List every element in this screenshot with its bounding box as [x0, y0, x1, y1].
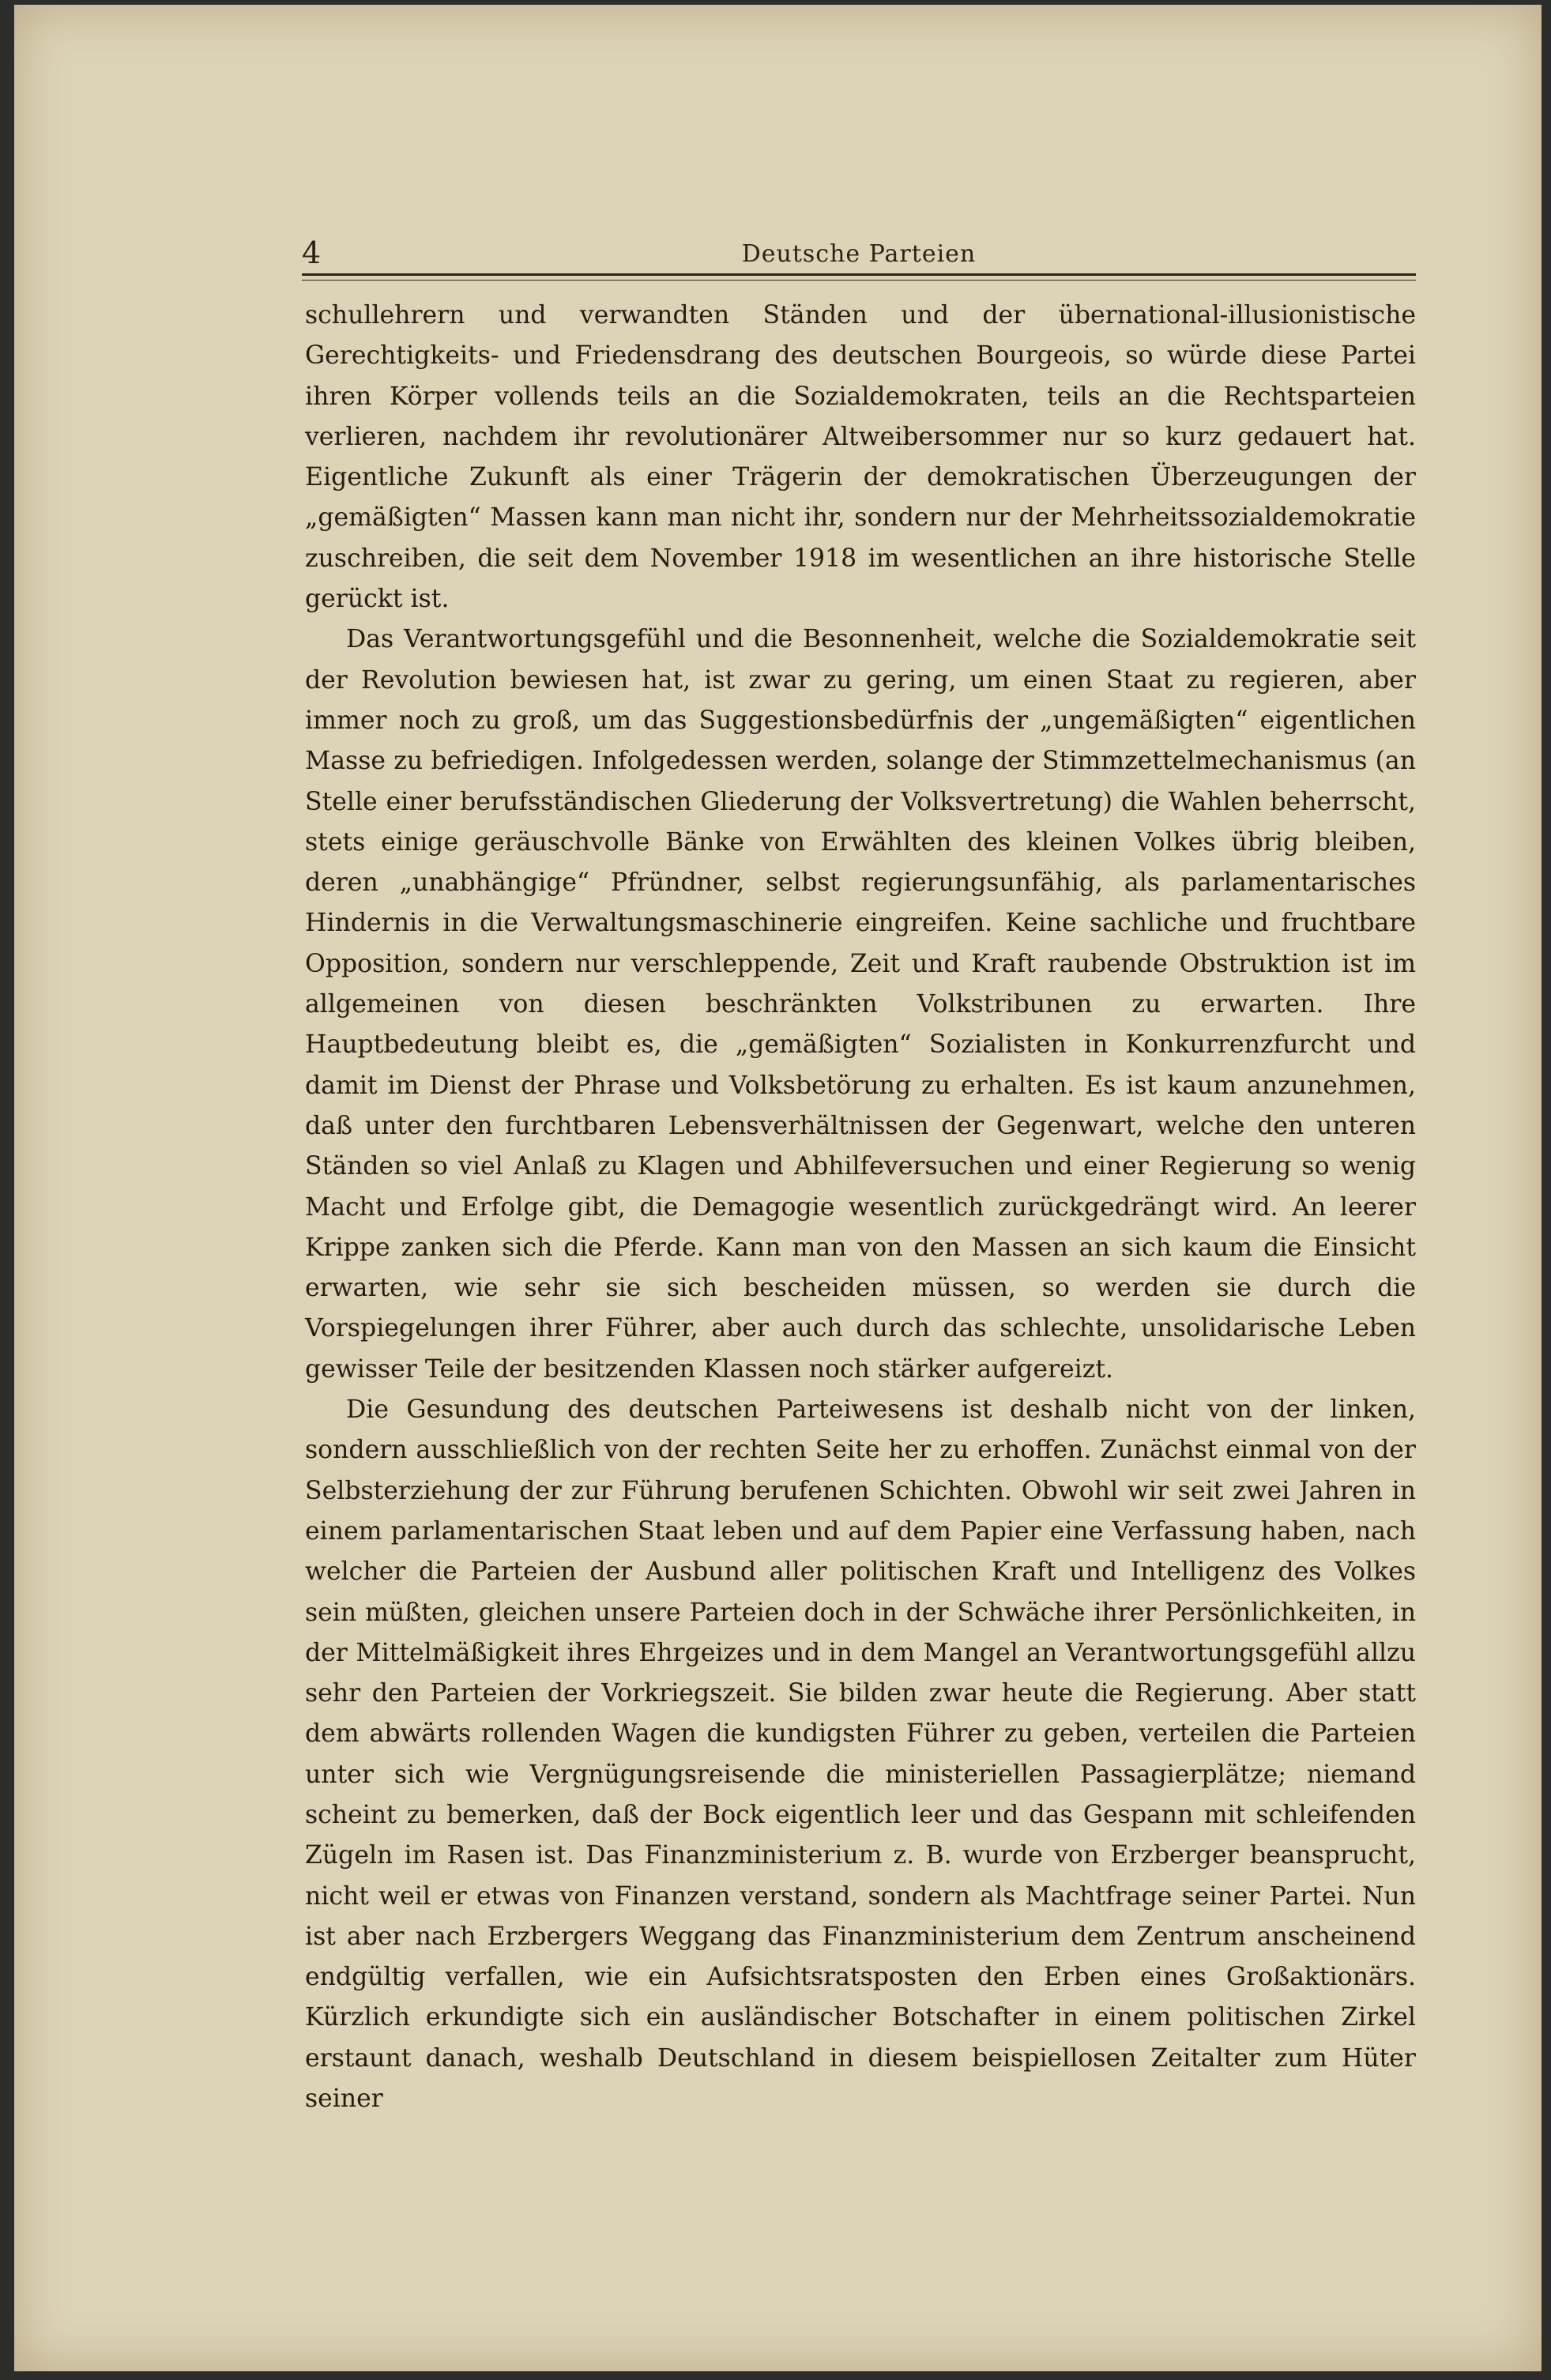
paragraph-1: schullehrern und verwandten Ständen und der übernational-illusionistische Gerechtigkeits- und Friedensdrang des deutschen Bourgeois, so würde diese Partei ihren Körper vollends teils an die Sozialdemokraten, teils an die Rechtsparteien verlieren, nachdem ihr revolutionärer Altweibersommer nur so kurz gedauert hat. Eigentliche Zukunft als einer Trägerin der demokratischen Überzeugungen der „gemäßigten“ Massen kann man nicht ihr, sondern nur der Mehrheitssozialdemokratie zuschreiben, die seit dem November 1918 im wesentlichen an ihre historische Stelle gerückt ist. [305, 301, 1416, 614]
header-rule [302, 273, 1416, 276]
page-header [302, 235, 1416, 270]
running-title: Deutsche Parteien [741, 240, 977, 268]
paragraph-3: Die Gesundung des deutschen Parteiwesens ist deshalb nicht von der linken, sondern ausschließlich von der rechten Seite her zu erhoffen. Zunächst einmal von der Selbsterziehung der zur Führung berufenen Schichten. Obwohl wir seit zwei Jahren in einem parlamentarischen Staat leben und auf dem Papier eine Verfassung haben, nach welcher die Parteien der Ausbund aller politischen Kraft und Intelligenz des Volkes sein müßten, gleichen unsere Parteien doch in der Schwäche ihrer Persönlichkeiten, in der Mittelmäßigkeit ihres Ehrgeizes und in dem Mangel an Verantwortungsgefühl allzu sehr den Parteien der Vorkriegszeit. Sie bilden zwar heute die Regierung. Aber statt dem abwärts rollenden Wagen die kundigsten Führer zu geben, verteilen die Parteien unter sich wie Vergnügungsreisende die ministeriellen Passagierplätze; niemand scheint zu bemerken, daß der Bock eigentlich leer und das Gespann mit schleifenden Zügeln im Rasen ist. Das Finanzministerium z. B. wurde von Erzberger beansprucht, nicht weil er etwas von Finanzen verstand, sondern als Machtfrage seiner Partei. Nun ist aber nach Erzbergers Weggang das Finanzministerium dem Zentrum anscheinend endgültig verfallen, wie ein Aufsichtsratsposten den Erben eines Großaktionärs. Kürzlich erkundigte sich ein ausländischer Botschafter in einem politischen Zirkel erstaunt danach, weshalb Deutschland in diesem beispiellosen Zeitalter zum Hüter seiner [305, 1395, 1416, 2114]
page-number: 4 [302, 235, 322, 270]
paragraph-2: Das Verantwortungsgefühl und die Besonnenheit, welche die Sozialdemokratie seit der Revolution bewiesen hat, ist zwar zu gering, um einen Staat zu regieren, aber immer noch zu groß, um das Suggestionsbedürfnis der „ungemäßigten“ eigentlichen Masse zu befriedigen. Infolgedessen werden, solange der Stimmzettelmechanismus (an Stelle einer berufsständischen Gliederung der Volksvertretung) die Wahlen beherrscht, stets einige geräuschvolle Bänke von Erwählten des kleinen Volkes übrig bleiben, deren „unabhängige“ Pfründner, selbst regierungsunfähig, als parlamentarisches Hindernis in die Verwaltungsmaschinerie eingreifen. Keine sachliche und fruchtbare Opposition, sondern nur verschleppende, Zeit und Kraft raubende Obstruktion ist im allgemeinen von diesen beschränkten Volkstribunen zu erwarten. Ihre Hauptbedeutung bleibt es, die „gemäßigten“ Sozialisten in Konkurrenzfurcht und damit im Dienst der Phrase und Volksbetörung zu erhalten. Es ist kaum anzunehmen, daß unter den furchtbaren Lebensverhältnissen der Gegenwart, welche den unteren Ständen so viel Anlaß zu Klagen und Abhilfeversuchen und einer Regierung so wenig Macht und Erfolge gibt, die Demagogie wesentlich zurückgedrängt wird. An leerer Krippe zanken sich die Pferde. Kann man von den Massen an sich kaum die Einsicht erwarten, wie sehr sie sich bescheiden müssen, so werden sie durch die Vorspiegelungen ihrer Führer, aber auch durch das schlechte, unsolidarische Leben gewisser Teile der besitzenden Klassen noch stärker aufgereizt. [305, 625, 1416, 1384]
body-text [305, 296, 1416, 2119]
header-rule-thin [302, 280, 1416, 281]
